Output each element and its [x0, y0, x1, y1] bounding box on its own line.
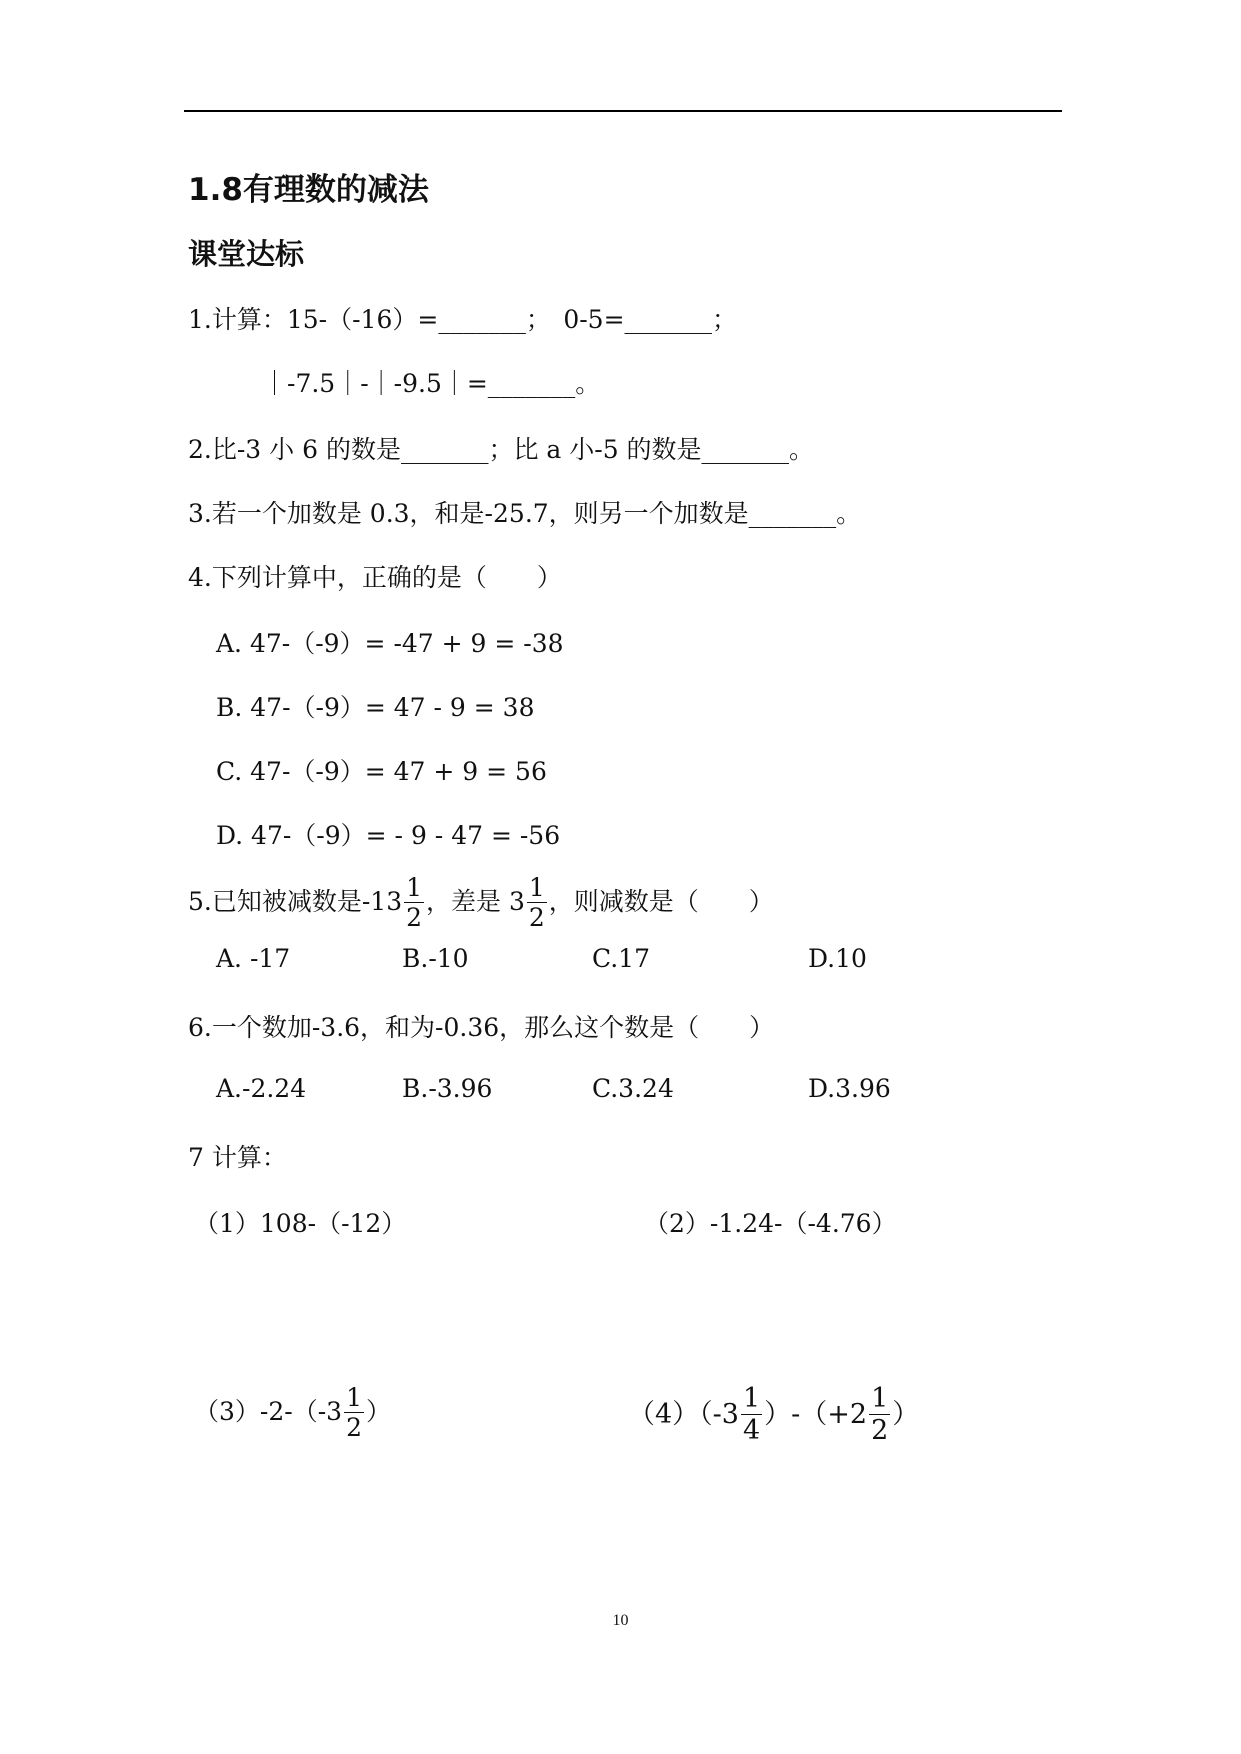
question-1-line-2: ｜-7.5｜-｜-9.5｜=_______。: [262, 369, 601, 398]
fraction-one-half: [527, 875, 547, 930]
question-5-stem-a: 5.已知被减数是-13: [188, 887, 403, 916]
fraction-denominator: 2: [346, 1413, 362, 1442]
question-5-option-b: B.-10: [402, 944, 469, 973]
question-5-stem-b: ，差是 3: [426, 887, 525, 916]
header-rule: [184, 110, 1062, 112]
question-5-stem-c: ，则减数是（ ）: [548, 887, 774, 916]
fraction-numerator: 1: [871, 1383, 889, 1414]
question-7-part-1: （1）108-（-12）: [194, 1209, 407, 1238]
section-heading: 课堂达标: [188, 237, 305, 271]
question-7-part-3: [194, 1383, 391, 1442]
fraction-denominator: 2: [528, 903, 545, 932]
fraction-numerator: 1: [406, 873, 423, 902]
question-4-option-c: C. 47-（-9）= 47 + 9 = 56: [216, 757, 547, 786]
fraction-denominator: 2: [871, 1415, 889, 1446]
question-6-option-c: C.3.24: [592, 1074, 674, 1103]
question-4-option-d: D. 47-（-9）= - 9 - 47 = -56: [216, 821, 561, 850]
fraction-numerator: 1: [346, 1383, 362, 1412]
question-5-option-a: A. -17: [216, 944, 291, 973]
fraction-one-half: [344, 1385, 364, 1440]
question-5-option-c: C.17: [592, 944, 650, 973]
page-title: 1.8有理数的减法: [188, 172, 429, 208]
question-6-option-a: A.-2.24: [216, 1074, 307, 1103]
question-7-part-2: （2）-1.24-（-4.76）: [644, 1209, 897, 1238]
question-7-part-4-b: ）-（+2: [764, 1399, 868, 1430]
question-6-option-b: B.-3.96: [402, 1074, 493, 1103]
question-4-stem: 4.下列计算中，正确的是（ ）: [188, 563, 562, 592]
fraction-numerator: 1: [742, 1383, 761, 1414]
page-number: 10: [612, 1612, 629, 1629]
fraction-one-quarter: [741, 1385, 762, 1444]
question-6-option-d: D.3.96: [808, 1074, 891, 1103]
question-7-part-4-c: ）: [892, 1399, 920, 1430]
question-4-option-b: B. 47-（-9）= 47 - 9 = 38: [216, 693, 535, 722]
question-7-part-4-a: （4）（-3: [628, 1399, 739, 1430]
question-3: 3.若一个加数是 0.3，和是-25.7，则另一个加数是_______。: [188, 499, 862, 528]
question-7-part-3-b: ）: [365, 1397, 391, 1426]
question-5-option-d: D.10: [808, 944, 867, 973]
fraction-denominator: 4: [742, 1415, 761, 1446]
question-7-stem: 7 计算：: [188, 1143, 287, 1172]
question-5-stem: [188, 873, 774, 932]
fraction-numerator: 1: [528, 873, 545, 902]
question-1-line-1: 1.计算：15-（-16）=_______； 0-5=_______；: [188, 305, 738, 334]
question-6-stem: 6.一个数加-3.6，和为-0.36，那么这个数是（ ）: [188, 1013, 775, 1042]
question-7-part-4: [628, 1383, 920, 1446]
fraction-one-half: [404, 875, 424, 930]
question-2: 2.比-3 小 6 的数是_______；比 a 小-5 的数是_______。: [188, 435, 815, 464]
fraction-one-half: [869, 1385, 890, 1444]
question-4-option-a: A. 47-（-9）= -47 + 9 = -38: [216, 629, 564, 658]
fraction-denominator: 2: [406, 903, 423, 932]
question-7-part-3-a: （3）-2-（-3: [194, 1397, 343, 1426]
